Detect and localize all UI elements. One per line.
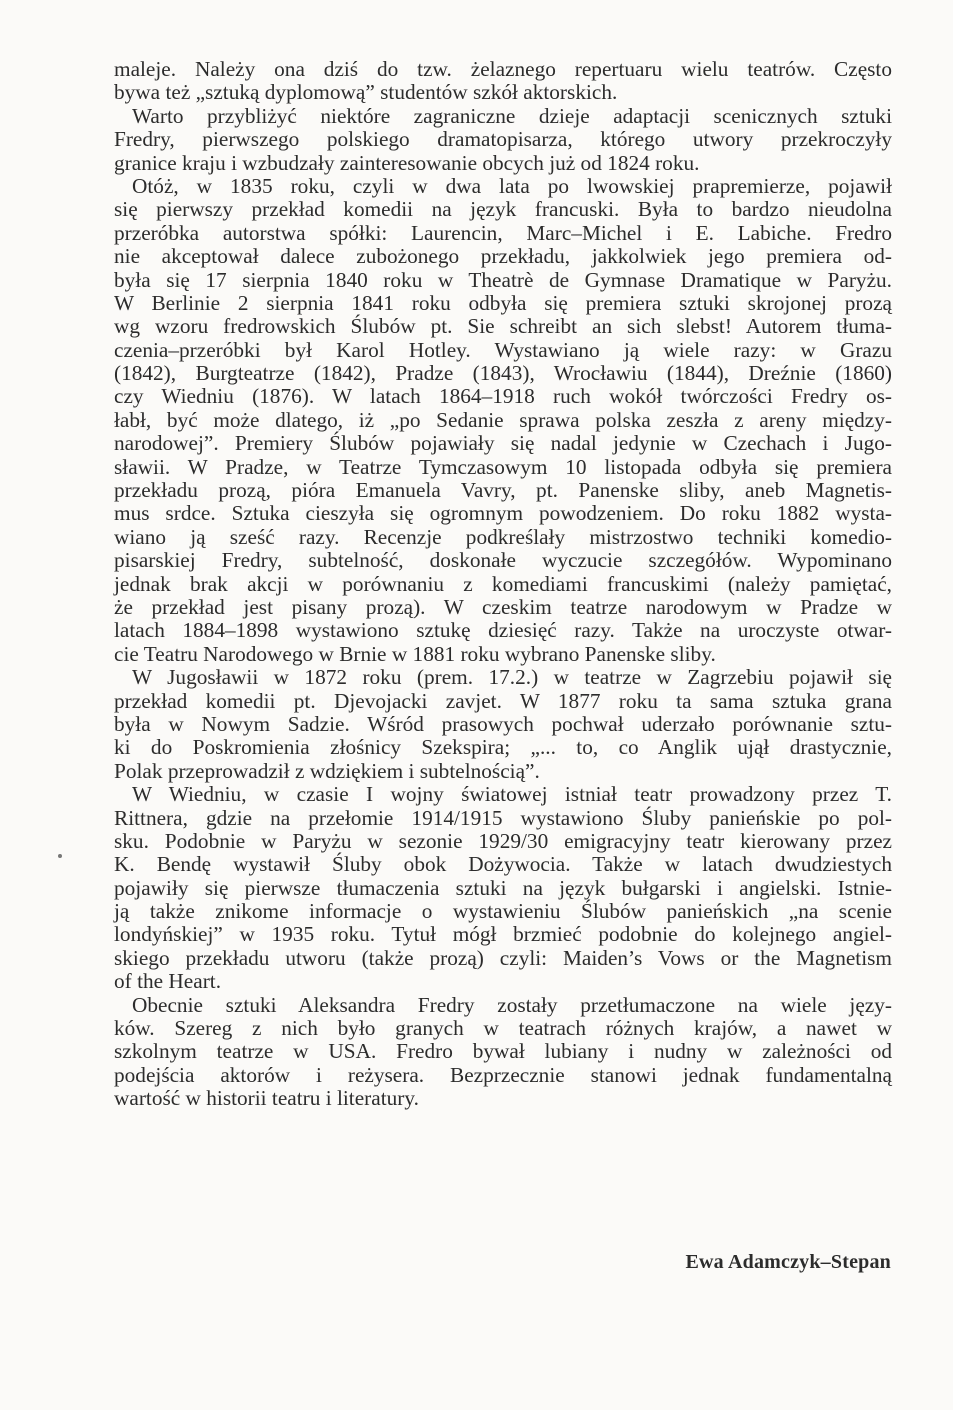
body-text <box>114 58 892 1111</box>
text-line: łabł, być może dlatego, iż „po Sedanie sprawa polska zeszła z areny między- <box>114 407 892 432</box>
text-line: Rittnera, gdzie na przełomie 1914/1915 wystawiono Śluby panieńskie po pol- <box>114 805 892 830</box>
text-line: wiano ją sześć razy. Recenzje podkreślały mistrzostwo techniki komedio- <box>114 524 892 549</box>
text-line: latach 1884–1898 wystawiono sztukę dziesięć razy. Także na uroczyste otwar- <box>114 618 892 643</box>
text-line: się pierwszy przekład komedii na język francuski. Była to bardzo nieudolna <box>114 197 892 222</box>
text-line: granice kraju i wzbudzały zainteresowanie obcych już od 1824 roku. <box>114 150 700 175</box>
text-line: K. Bendę wystawił Śluby obok Dożywocia. Także w latach dwudziestych <box>114 852 892 877</box>
text-line: Polak przeprowadził z wdziękiem i subtelnością”. <box>114 758 540 783</box>
text-line: Otóż, w 1835 roku, czyli w dwa lata po lwowskiej prapremierze, pojawił <box>132 173 892 198</box>
text-line: czy Wiedniu (1876). W latach 1864–1918 ruch wokół twórczości Fredry os- <box>114 384 892 409</box>
text-line: Fredry, pierwszego polskiego dramatopisarza, którego utwory przekroczyły <box>114 127 892 152</box>
text-line: przekładu prozą, pióra Emanuela Vavry, pt. Panenske sliby, aneb Magnetis- <box>114 478 892 503</box>
text-line: ją także znikome informacje o wystawieniu Ślubów panieńskich „na scenie <box>114 899 892 924</box>
text-line: of the Heart. <box>114 969 222 994</box>
text-line: podejścia aktorów i reżysera. Bezprzecznie stanowi jednak fundamentalną <box>114 1062 892 1087</box>
text-line: W Wiedniu, w czasie I wojny światowej istniał teatr prowadzony przez T. <box>132 782 892 807</box>
scan-speck <box>58 854 62 858</box>
text-line: pisarskiej Fredry, subtelność, doskonałe wyczucie szczegółów. Wypominano <box>114 548 892 573</box>
text-line: bywa też „sztuką dyplomową” studentów szkół aktorskich. <box>114 80 618 105</box>
text-line: skiego przekładu utworu (także prozą) czyli: Maiden’s Vows or the Magnetism <box>114 945 892 970</box>
text-line: sku. Podobnie w Paryżu w sezonie 1929/30 emigracyjny teatr kierowany przez <box>114 828 892 853</box>
text-line: pojawiły się pierwsze tłumaczenia sztuki na język bułgarski i angielski. Istnie- <box>114 875 892 900</box>
text-line: jednak brak akcji w porównaniu z komediami francuskimi (należy pamiętać, <box>114 571 892 596</box>
text-line: Warto przybliżyć niektóre zagraniczne dzieje adaptacji scenicznych sztuki <box>132 103 892 128</box>
text-line: była się 17 sierpnia 1840 roku w Theatrè de Gymnase Dramatique w Paryżu. <box>114 267 892 292</box>
text-line: przeróbka autorstwa spółki: Laurencin, Marc–Michel i E. Labiche. Fredro <box>114 220 892 245</box>
text-line: wg wzoru fredrowskich Ślubów pt. Sie schreibt an sich slebst! Autorem tłuma- <box>114 314 892 339</box>
text-line: mus srdce. Sztuka cieszyła się ogromnym powodzeniem. Do roku 1882 wysta- <box>114 501 892 526</box>
text-line: szkolnym teatrze w USA. Fredro bywał lubiany i nudny w zależności od <box>114 1039 892 1064</box>
text-line: ki do Poskromienia złośnicy Szekspira; „... to, co Anglik ujął drastycznie, <box>114 735 892 760</box>
text-line: Obecnie sztuki Aleksandra Fredry zostały przetłumaczone na wiele języ- <box>132 992 892 1017</box>
text-line: cie Teatru Narodowego w Brnie w 1881 roku wybrano Panenske sliby. <box>114 641 716 666</box>
text-line: londyńskiej” w 1935 roku. Tytuł mógł brzmieć podobnie do kolejnego angiel- <box>114 922 892 947</box>
text-line: była w Nowym Sadzie. Wśród prasowych pochwał uderzało porównanie sztu- <box>114 711 892 736</box>
author-signature: Ewa Adamczyk–Stepan <box>685 1251 891 1273</box>
text-line: W Jugosławii w 1872 roku (prem. 17.2.) w teatrze w Zagrzebiu pojawił się <box>132 665 892 690</box>
text-line: ków. Szereg z nich było granych w teatrach różnych krajów, a nawet w <box>114 1016 892 1041</box>
text-line: przekład komedii pt. Djevojacki zavjet. W 1877 roku ta sama sztuka grana <box>114 688 892 713</box>
text-line: że przekład jest pisany prozą). W czeskim teatrze narodowym w Pradze w <box>114 594 892 619</box>
text-line: wartość w historii teatru i literatury. <box>114 1086 419 1111</box>
text-line: maleje. Należy ona dziś do tzw. żelaznego repertuaru wielu teatrów. Często <box>114 57 892 81</box>
text-line: narodowej”. Premiery Ślubów pojawiały się nadal jedynie w Czechach i Jugo- <box>114 431 892 456</box>
text-line: sławii. W Pradze, w Teatrze Tymczasowym 10 listopada odbyła się premiera <box>114 454 892 479</box>
text-line: nie akceptował dalece zubożonego przekładu, jakkolwiek jego premiera od- <box>114 244 892 269</box>
text-line: (1842), Burgteatrze (1842), Pradze (1843), Wrocławiu (1844), Dreźnie (1860) <box>114 361 892 386</box>
text-line: W Berlinie 2 sierpnia 1841 roku odbyła się premiera sztuki skrojonej prozą <box>114 290 892 315</box>
text-line: czenia–przeróbki był Karol Hotley. Wystawiano ją wiele razy: w Grazu <box>114 337 892 362</box>
